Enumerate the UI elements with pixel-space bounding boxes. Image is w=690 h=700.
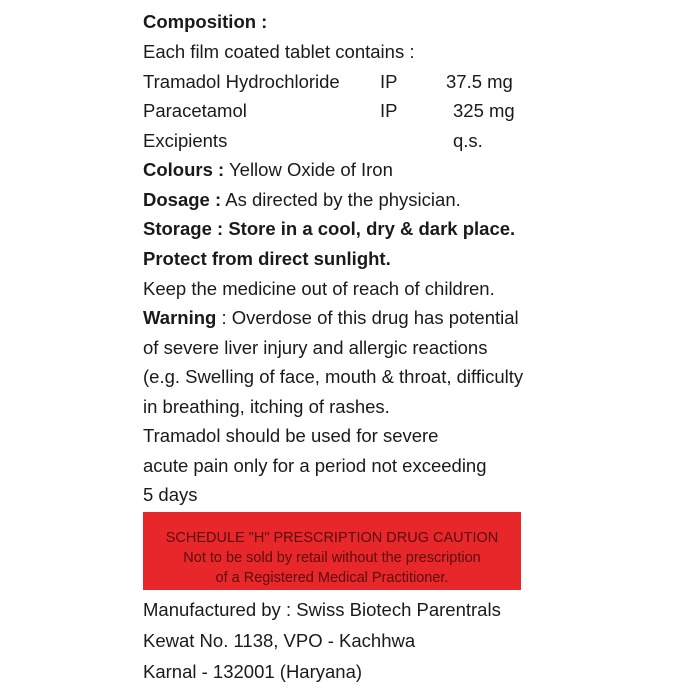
warning-line-3: (e.g. Swelling of face, mouth & throat, difficulty xyxy=(143,366,524,387)
dosage-line xyxy=(143,188,461,212)
colours-line xyxy=(143,158,393,182)
schedule-h-title: SCHEDULE "H" PRESCRIPTION DRUG CAUTION xyxy=(165,530,499,546)
warning-line-4: in breathing, itching of rashes. xyxy=(143,396,390,417)
warning-text: : Overdose of this drug has potential xyxy=(216,307,519,328)
ingredient-name: Paracetamol xyxy=(143,100,247,121)
warning-line xyxy=(143,306,519,330)
schedule-h-line-2: Not to be sold by retail without the prescription xyxy=(183,550,481,566)
dosage-text: As directed by the physician. xyxy=(221,189,461,210)
tramadol-note-line-2: acute pain only for a period not exceeding xyxy=(143,455,487,476)
storage-line-2: Protect from direct sunlight. xyxy=(143,248,391,269)
dosage-label: Dosage : xyxy=(143,189,222,210)
manufacturer-address-2: Karnal - 132001 (Haryana) xyxy=(143,661,363,682)
colours-label: Colours : xyxy=(143,159,225,180)
tramadol-note-line-3: 5 days xyxy=(143,484,198,505)
ingredient-quantity: 325 mg xyxy=(453,100,515,121)
schedule-h-caution-box xyxy=(143,512,521,590)
warning-label: Warning xyxy=(143,307,217,328)
ingredient-standard: IP xyxy=(380,100,398,121)
ingredient-name: Tramadol Hydrochloride xyxy=(143,71,340,92)
colours-text: Yellow Oxide of Iron xyxy=(224,159,393,180)
schedule-h-line-3: of a Registered Medical Practitioner. xyxy=(215,570,449,586)
tramadol-note-line-1: Tramadol should be used for severe xyxy=(143,425,439,446)
manufacturer-address-1: Kewat No. 1138, VPO - Kachhwa xyxy=(143,630,416,651)
storage-line: Storage : Store in a cool, dry & dark place. xyxy=(143,218,516,239)
ingredient-row xyxy=(143,70,513,94)
composition-intro: Each film coated tablet contains : xyxy=(143,41,415,62)
ingredient-name: Excipients xyxy=(143,130,228,151)
ingredient-standard: IP xyxy=(380,71,398,92)
ingredient-quantity: 37.5 mg xyxy=(446,71,513,92)
keep-away-text: Keep the medicine out of reach of children. xyxy=(143,278,495,299)
manufacturer-line-1: Manufactured by : Swiss Biotech Parentrals xyxy=(143,599,501,620)
ingredient-quantity: q.s. xyxy=(453,130,483,151)
ingredient-row xyxy=(143,99,515,123)
ingredient-row xyxy=(143,129,483,153)
warning-line-2: of severe liver injury and allergic reactions xyxy=(143,337,488,358)
composition-heading: Composition : xyxy=(143,11,268,32)
